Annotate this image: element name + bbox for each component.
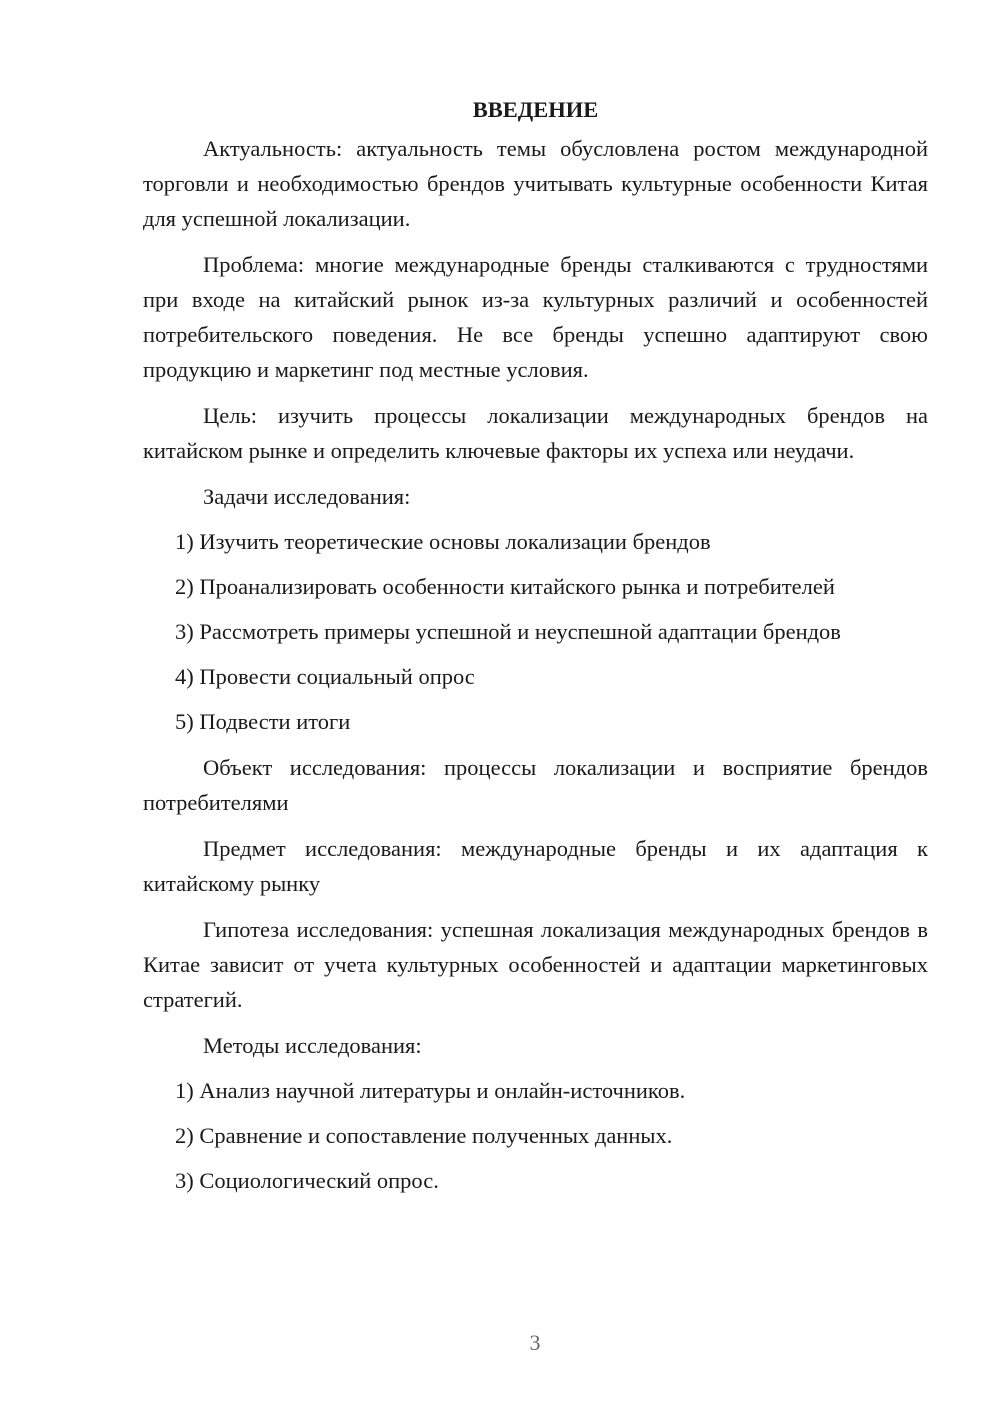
list-item: 1) Анализ научной литературы и онлайн-источников. <box>175 1078 686 1103</box>
section-title: ВВЕДЕНИЕ <box>472 97 599 122</box>
tasks-heading: Задачи исследования: <box>203 484 411 509</box>
methods-list <box>143 1073 928 1198</box>
hypothesis-paragraph: Гипотеза исследования: успешная локализация международных брендов в Китае зависит от учета культурных особенностей и адаптации маркетинговых стратегий. <box>143 917 928 1012</box>
list-item: 2) Сравнение и сопоставление полученных данных. <box>175 1123 673 1148</box>
list-item: 3) Социологический опрос. <box>175 1168 439 1193</box>
list-item: 5) Подвести итоги <box>175 709 351 734</box>
list-item: 4) Провести социальный опрос <box>175 664 475 689</box>
page-number: 3 <box>529 1330 541 1355</box>
tasks-list <box>143 524 928 739</box>
problem-paragraph: Проблема: многие международные бренды сталкиваются с трудностями при входе на китайский рынок из-за культурных различий и особенностей потребительского поведения. Не все бренды успешно адаптируют свою продукцию и маркетинг под местные условия. <box>143 252 928 382</box>
list-item: 3) Рассмотреть примеры успешной и неуспешной адаптации брендов <box>175 619 841 644</box>
list-item: 1) Изучить теоретические основы локализации брендов <box>175 529 711 554</box>
goal-paragraph: Цель: изучить процессы локализации международных брендов на китайском рынке и определить ключевые факторы их успеха или неудачи. <box>143 403 928 463</box>
list-item: 2) Проанализировать особенности китайского рынка и потребителей <box>175 574 835 599</box>
document-page <box>143 92 928 1198</box>
relevance-paragraph: Актуальность: актуальность темы обусловлена ростом международной торговли и необходимостью брендов учитывать культурные особенности Китая для успешной локализации. <box>143 136 928 231</box>
object-paragraph: Объект исследования: процессы локализации и восприятие брендов потребителями <box>143 755 928 815</box>
methods-heading: Методы исследования: <box>203 1033 422 1058</box>
subject-paragraph: Предмет исследования: международные бренды и их адаптация к китайскому рынку <box>143 836 928 896</box>
